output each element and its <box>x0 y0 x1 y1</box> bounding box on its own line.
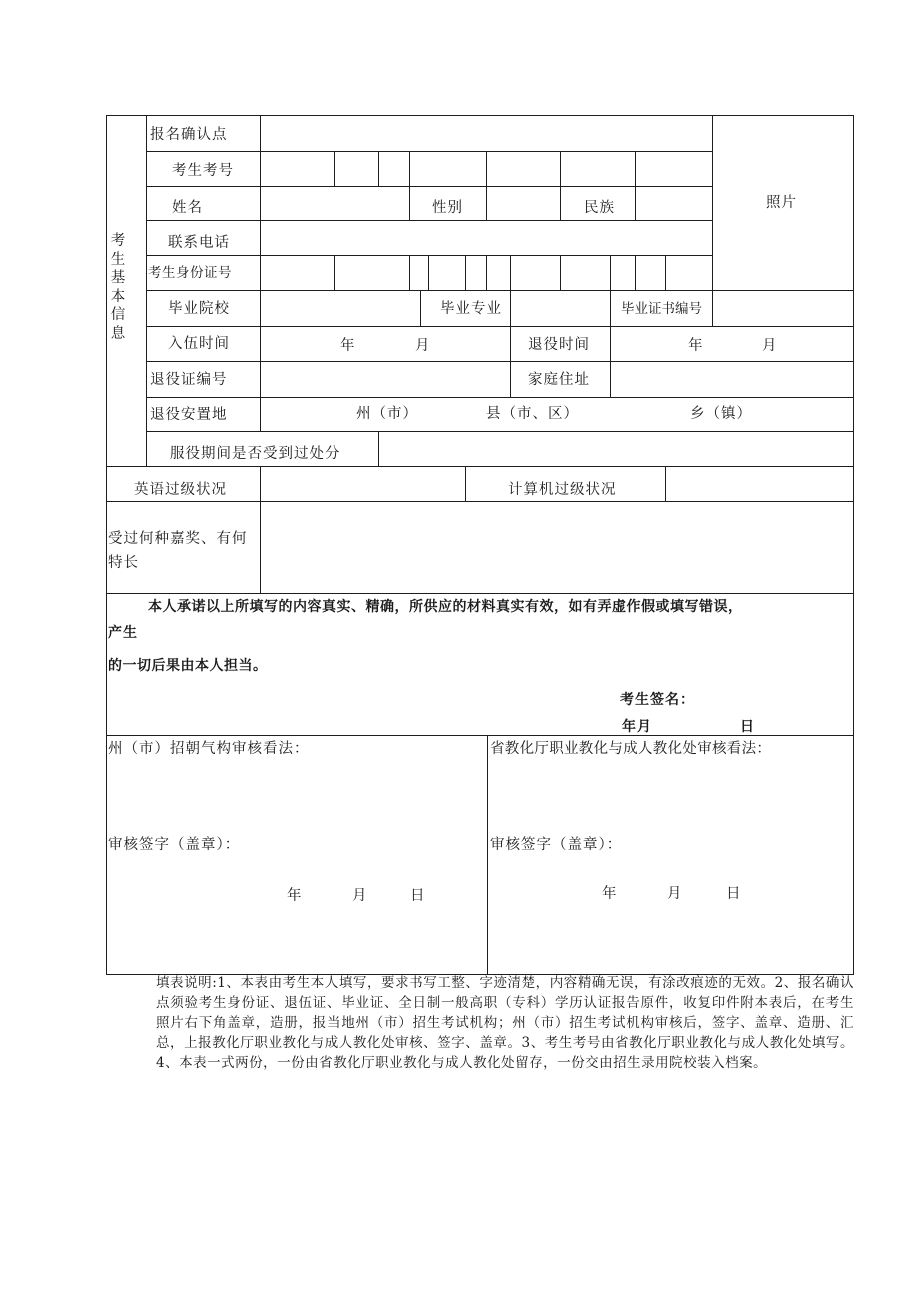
review-left-title: 州（市）招朝气构审核看法： <box>108 741 310 757</box>
enlist-year: 年 <box>340 338 356 354</box>
col-line <box>486 151 487 186</box>
placement-prefecture: 州（市） <box>356 406 418 422</box>
border-right <box>853 115 854 975</box>
label-phone: 联系电话 <box>168 235 230 251</box>
section-label-char: 息 <box>110 325 126 342</box>
pledge-signature: 考生签名： <box>620 692 695 708</box>
col-line <box>420 290 421 326</box>
photo-placeholder: 照片 <box>766 195 797 211</box>
label-exam-number: 考生考号 <box>172 163 234 179</box>
label-punished: 服役期间是否受到过处分 <box>170 446 341 462</box>
section-label-char: 本 <box>110 288 126 305</box>
col-line <box>428 255 429 290</box>
label-graduate-school: 毕业院校 <box>168 301 230 317</box>
col-line <box>635 255 636 290</box>
row-line <box>146 220 713 221</box>
row-line <box>146 361 854 362</box>
retire-month: 月 <box>762 338 778 354</box>
row-line <box>146 186 713 187</box>
col-line <box>510 290 511 326</box>
label-enlist-time: 入伍时间 <box>168 336 230 352</box>
border-left <box>106 115 107 975</box>
form-notes: 填表说明:1、本表由考生本人填写，要求书写工整、字迹清楚，内容精确无误，有涂改痕迹的无效。2、报名确认点须验考生身份证、退伍证、毕业证、全日制一般高职（专科）学历认证报告原件，收复印件附本表后，在考生照片右下角盖章，造册，报当地州（市）招生考试机构；州（市）招生考试机构审核后，签字、盖章、造册、汇总，上报教化厅职业教化与成人教化处审核、签字、盖章。3、考生考号由省教化厅职业教化与成人教化处填写。4、本表一式两份，一份由省教化厅职业教化与成人教化处留存，一份交由招生录用院校装入档案。 <box>156 975 854 1071</box>
col-line <box>146 115 147 466</box>
placement-county: 县（市、区） <box>486 406 579 422</box>
retire-year: 年 <box>688 338 704 354</box>
col-line <box>378 431 379 466</box>
col-line <box>486 255 487 290</box>
review-right-day: 日 <box>726 886 742 902</box>
pledge-text-3: 的一切后果由本人担当。 <box>108 658 268 674</box>
pledge-date: 年月 <box>622 719 652 735</box>
col-line <box>334 255 335 290</box>
row-line <box>146 431 854 432</box>
review-right-sign: 审核签字（盖章）： <box>490 837 623 853</box>
pledge-text-2: 产生 <box>108 625 138 641</box>
label-home-address: 家庭住址 <box>528 372 590 388</box>
col-line <box>610 290 611 326</box>
col-line <box>260 115 261 431</box>
row-line <box>146 290 854 291</box>
col-line <box>487 735 488 974</box>
enlist-month: 月 <box>415 338 431 354</box>
col-line <box>610 326 611 397</box>
col-line <box>560 186 561 220</box>
col-line <box>665 255 666 290</box>
section-label-char: 生 <box>110 251 126 268</box>
col-line <box>409 255 410 290</box>
col-line <box>560 151 561 186</box>
col-line <box>465 466 466 501</box>
col-line <box>560 255 561 290</box>
col-line <box>334 151 335 186</box>
col-line <box>635 151 636 186</box>
label-computer: 计算机过级状况 <box>508 482 617 498</box>
col-line <box>465 255 466 290</box>
col-line <box>510 255 511 290</box>
col-line <box>409 151 410 186</box>
label-signup-point: 报名确认点 <box>150 127 228 143</box>
label-id-number: 考生身份证号 <box>148 265 232 281</box>
col-line <box>712 115 713 290</box>
row-line <box>106 466 854 467</box>
label-awards: 受过何种嘉奖、有何特长 <box>108 531 248 571</box>
col-line <box>510 326 511 397</box>
pledge-text-1: 本人承诺以上所填写的内容真实、精确，所供应的材料真实有效，如有弄虚作假或填写错误， <box>148 599 743 615</box>
label-placement: 退役安置地 <box>150 407 228 423</box>
section-label-char: 信 <box>110 307 126 323</box>
row-line <box>146 151 713 152</box>
row-line <box>106 593 854 594</box>
label-ethnicity: 民族 <box>584 200 615 216</box>
review-left-year: 年 <box>287 888 303 904</box>
col-line <box>712 290 713 326</box>
review-left-day: 日 <box>410 888 426 904</box>
label-english: 英语过级状况 <box>134 482 227 498</box>
pledge-day: 日 <box>740 719 755 735</box>
row-line <box>146 397 854 398</box>
col-line <box>635 186 636 220</box>
review-right-month: 月 <box>667 886 683 902</box>
row-line <box>106 501 854 502</box>
col-line <box>260 466 261 593</box>
review-left-sign: 审核签字（盖章）： <box>108 837 241 853</box>
label-name: 姓名 <box>172 200 203 216</box>
border-top <box>106 115 854 116</box>
placement-township: 乡（镇） <box>690 406 752 422</box>
col-line <box>378 151 379 186</box>
section-label-char: 考 <box>110 233 126 249</box>
row-line <box>146 326 854 327</box>
label-retire-time: 退役时间 <box>528 337 590 353</box>
label-gender: 性别 <box>432 200 463 216</box>
row-line <box>146 255 713 256</box>
section-label-basic-info <box>110 232 126 343</box>
label-major: 毕业专业 <box>440 301 502 317</box>
col-line <box>610 255 611 290</box>
col-line <box>409 186 410 220</box>
review-right-year: 年 <box>602 886 618 902</box>
review-right-title: 省教化厅职业教化与成人教化处审核看法： <box>490 741 772 757</box>
col-line <box>486 186 487 220</box>
section-label-char: 基 <box>110 270 126 286</box>
label-retire-cert: 退役证编号 <box>150 372 228 388</box>
col-line <box>665 466 666 501</box>
label-cert-number: 毕业证书编号 <box>621 301 702 317</box>
review-left-month: 月 <box>352 888 368 904</box>
